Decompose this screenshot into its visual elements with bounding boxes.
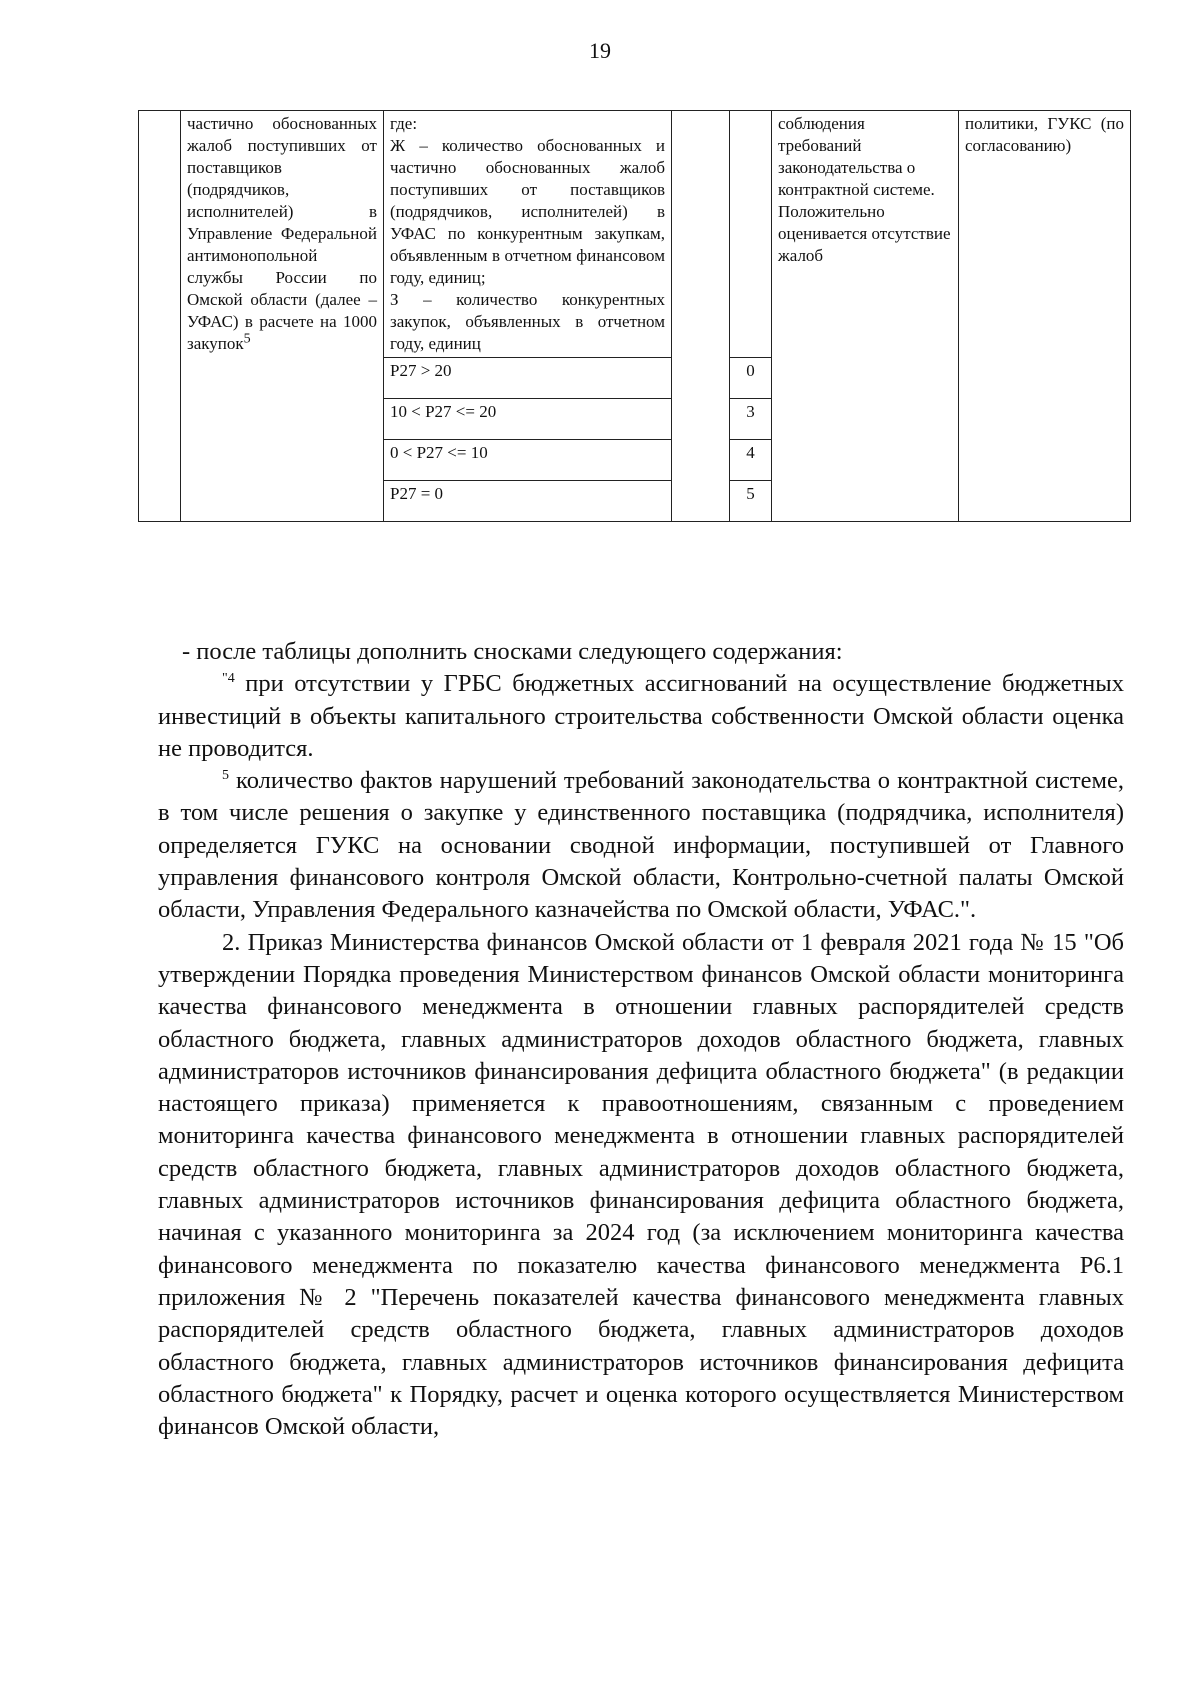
purpose-cell: соблюдения требований законодательства о контрактной системе. Положительно оценивается отсутствие жалоб bbox=[772, 111, 959, 522]
score-cell: 0 bbox=[730, 358, 772, 399]
condition-cell: 10 < P27 <= 20 bbox=[384, 399, 672, 440]
table-row bbox=[139, 111, 1131, 358]
score-cell: 5 bbox=[730, 481, 772, 522]
score-header-cell bbox=[730, 111, 772, 358]
condition-cell: P27 > 20 bbox=[384, 358, 672, 399]
condition-cell: 0 < P27 <= 10 bbox=[384, 440, 672, 481]
number-cell bbox=[139, 111, 181, 522]
intro-paragraph: - после таблицы дополнить сносками следующего содержания: bbox=[182, 638, 843, 665]
footnote-5-mark: 5 bbox=[222, 768, 229, 784]
body-text bbox=[158, 636, 1124, 1443]
item-2-paragraph: 2. Приказ Министерства финансов Омской области от 1 февраля 2021 года № 15 "Об утверждении Порядка проведения Министерством финансов Омской области мониторинга качества финансового менеджмента в отношении главных распорядителей средств областного бюджета, главных администраторов доходов областного бюджета, главных администраторов источников финансирования дефицита областного бюджета" (в редакции настоящего приказа) применяется к правоотношениям, связанным с проведением мониторинга качества финансового менеджмента в отношении главных распорядителей средств областного бюджета, главных администраторов доходов областного бюджета, главных администраторов источников финансирования дефицита областного бюджета, начиная с указанного мониторинга за 2024 год (за исключением мониторинга качества финансового менеджмента по показателю качества финансового менеджмента Р6.1 приложения № 2 "Перечень показателей качества финансового менеджмента главных распорядителей средств областного бюджета, главных администраторов доходов областного бюджета, главных администраторов источников финансирования дефицита областного бюджета" к Порядку, расчет и оценка которого осуществляется Министерством финансов Омской области, bbox=[158, 928, 1124, 1441]
responsible-cell: политики, ГУКС (по согласованию) bbox=[959, 111, 1131, 522]
score-cell: 4 bbox=[730, 440, 772, 481]
score-cell: 3 bbox=[730, 399, 772, 440]
condition-cell: P27 = 0 bbox=[384, 481, 672, 522]
criteria-table bbox=[138, 110, 1131, 522]
footnote-4-mark: "4 bbox=[222, 671, 235, 687]
indicator-name-cell: частично обоснованных жалоб поступивших от поставщиков (подрядчиков, исполнителей) в Управление Федеральной антимонопольной службы России по Омской области (далее – УФАС) в расчете на 1000 закупок$^5$ bbox=[181, 111, 384, 522]
footnote-mark: 5 bbox=[243, 331, 251, 347]
formula-cell: где: Ж – количество обоснованных и частично обоснованных жалоб поступивших от поставщиков (подрядчиков, исполнителей) в УФАС по конкурентным закупкам, объявленным в отчетном финансовом году, единиц; З – количество конкурентных закупок, объявленных в отчетном году, единиц bbox=[384, 111, 672, 358]
footnote-5-paragraph: $^5$ количество фактов нарушений требований законодательства о контрактной системе, в том числе решения о закупке у единственного поставщика (подрядчика, исполнителя) определяется ГУКС на основании сводной информации, поступившей от Главного управления финансового контроля Омской области, Контрольно-счетной палаты Омской области, Управления Федерального казначейства по Омской области, УФАС.". bbox=[158, 767, 1124, 924]
unit-cell bbox=[672, 111, 730, 522]
footnote-4-paragraph: $^{"4}$ при отсутствии у ГРБС бюджетных ассигнований на осуществление бюджетных инвестиций в объекты капитального строительства собственности Омской области оценка не проводится. bbox=[158, 670, 1124, 762]
page-number: 19 bbox=[589, 38, 611, 63]
